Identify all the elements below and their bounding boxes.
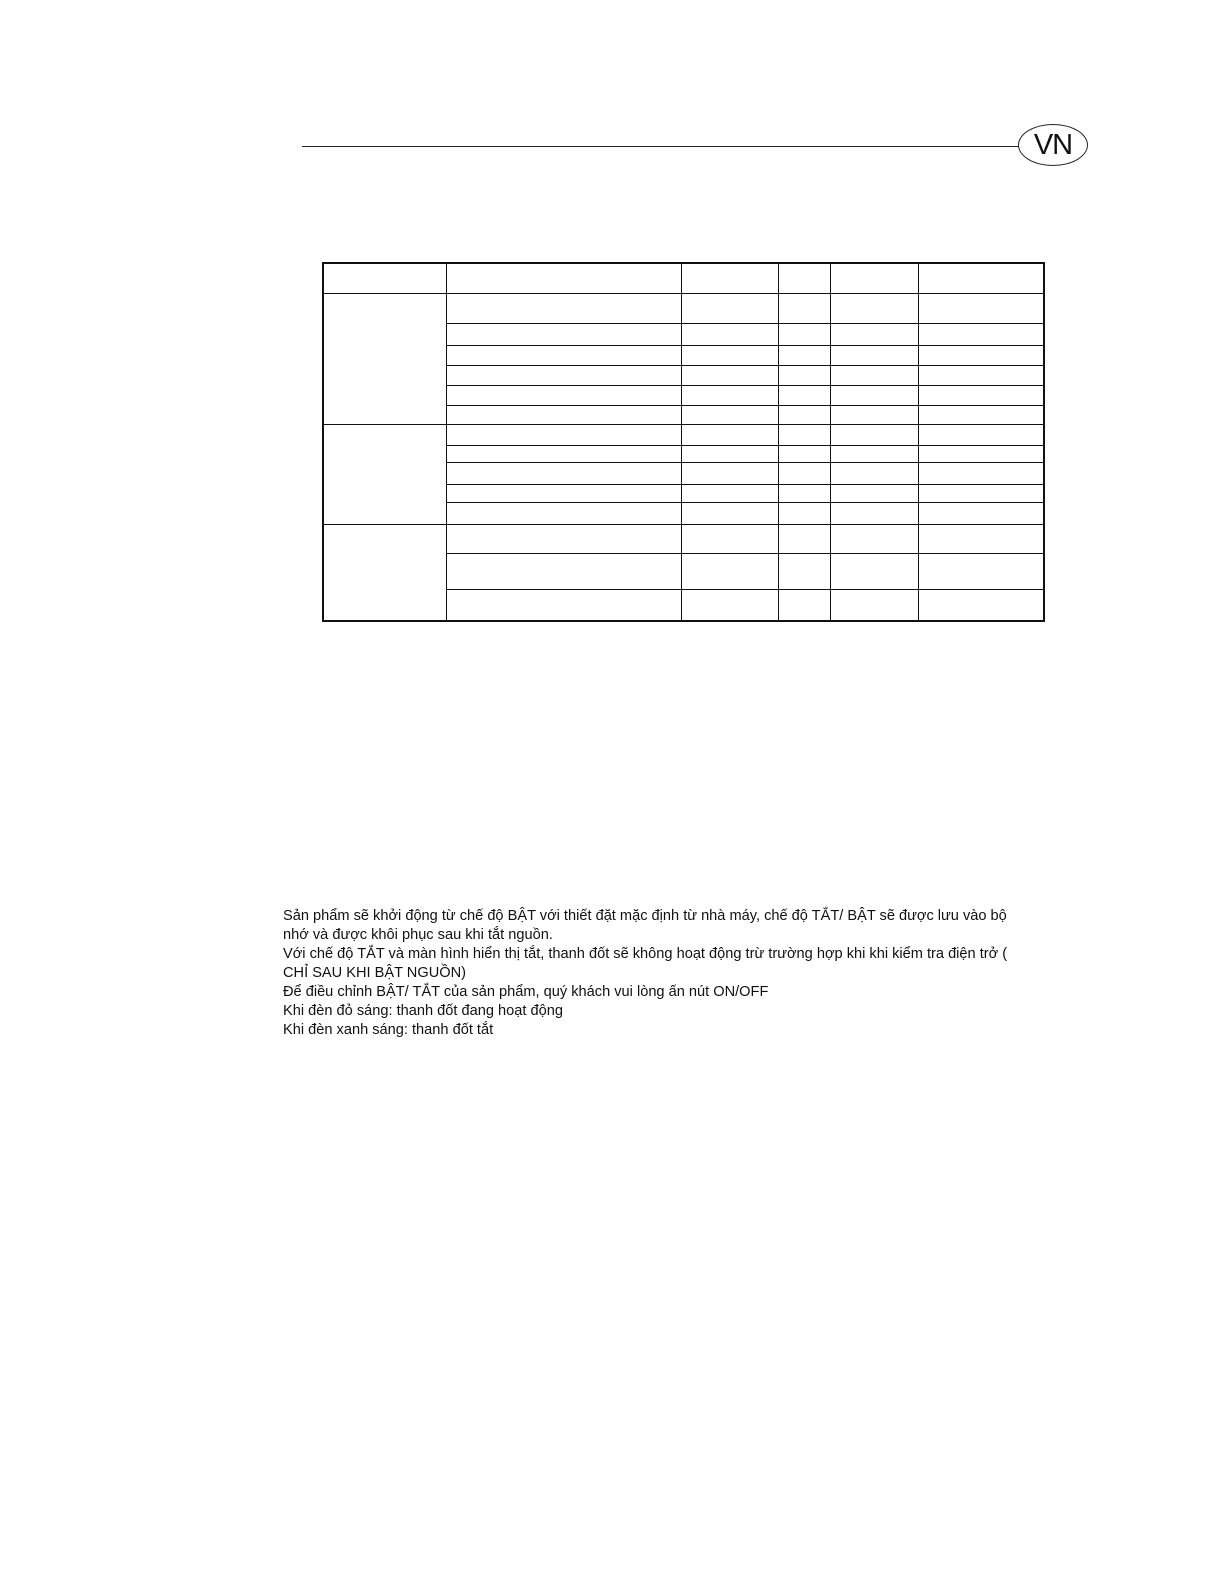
- table-cell: [778, 365, 830, 385]
- table-cell: [778, 345, 830, 365]
- table-cell: [778, 293, 830, 323]
- table-cell: [446, 462, 681, 484]
- table-cell: [778, 385, 830, 405]
- table-cell: [681, 589, 778, 621]
- table-cell: [830, 589, 918, 621]
- table-cell: [830, 345, 918, 365]
- header-rule: [302, 146, 1019, 147]
- table-cell: [830, 293, 918, 323]
- table-cell: [918, 502, 1044, 524]
- table-cell: [918, 323, 1044, 345]
- table-cell: [830, 424, 918, 445]
- table-cell: [830, 462, 918, 484]
- note-paragraph: Để điều chỉnh BẬT/ TẮT của sản phẩm, quý khách vui lòng ấn nút ON/OFF: [283, 984, 769, 1000]
- table-cell: [918, 484, 1044, 502]
- table-cell: [446, 405, 681, 424]
- table-cell: [918, 462, 1044, 484]
- table-cell: [830, 385, 918, 405]
- note-paragraph: Khi đèn xanh sáng: thanh đốt tắt: [283, 1022, 494, 1038]
- table-cell: [918, 445, 1044, 462]
- table-cell: [446, 502, 681, 524]
- table-cell: [918, 365, 1044, 385]
- table-cell: [681, 553, 778, 589]
- table-cell: [830, 502, 918, 524]
- table-cell: [681, 445, 778, 462]
- table-cell: [830, 405, 918, 424]
- table-cell: [446, 293, 681, 323]
- table-cell: [681, 424, 778, 445]
- table-cell: [918, 263, 1044, 293]
- specification-table: [322, 262, 1045, 622]
- table-cell: [681, 323, 778, 345]
- table-cell: [778, 524, 830, 553]
- table-cell: [778, 445, 830, 462]
- table-cell: [446, 445, 681, 462]
- table-cell: [446, 553, 681, 589]
- table-cell: [681, 462, 778, 484]
- table-cell: [681, 484, 778, 502]
- table-cell: [681, 365, 778, 385]
- table-cell: [681, 385, 778, 405]
- table-cell: [778, 405, 830, 424]
- table-row: [323, 524, 1044, 553]
- table-cell: [830, 323, 918, 345]
- table-cell: [918, 524, 1044, 553]
- table-cell: [830, 263, 918, 293]
- table-row: [323, 424, 1044, 445]
- group-cell: [323, 524, 446, 621]
- note-paragraph: Với chế độ TẮT và màn hình hiển thị tắt, thanh đốt sẽ không hoạt động trừ trường hợp khi khi kiểm tra điện trở ( CHỈ SAU KHI BẬT NGUỒN): [283, 946, 1008, 981]
- table-cell: [446, 323, 681, 345]
- operating-notes: [283, 907, 1013, 1040]
- group-cell: [323, 424, 446, 524]
- group-cell: [323, 293, 446, 424]
- table-cell: [778, 484, 830, 502]
- table-cell: [446, 385, 681, 405]
- table-cell: [918, 424, 1044, 445]
- table-row: [323, 293, 1044, 323]
- table-cell: [778, 462, 830, 484]
- table-cell: [446, 484, 681, 502]
- table-cell: [778, 424, 830, 445]
- table-cell: [918, 405, 1044, 424]
- table-cell: [778, 502, 830, 524]
- table-cell: [778, 263, 830, 293]
- table-cell: [446, 589, 681, 621]
- table-cell: [830, 553, 918, 589]
- table-cell: [918, 553, 1044, 589]
- table-cell: [446, 524, 681, 553]
- note-paragraph: Khi đèn đỏ sáng: thanh đốt đang hoạt động: [283, 1003, 563, 1019]
- table-cell: [830, 484, 918, 502]
- table-cell: [918, 293, 1044, 323]
- table-cell: [778, 323, 830, 345]
- table-header-row: [323, 263, 1044, 293]
- table-cell: [446, 345, 681, 365]
- table-cell: [830, 445, 918, 462]
- table-cell: [918, 589, 1044, 621]
- table-cell: [681, 263, 778, 293]
- table-cell: [830, 524, 918, 553]
- table-cell: [830, 365, 918, 385]
- table-cell: [681, 502, 778, 524]
- table-cell: [778, 553, 830, 589]
- table-cell: [446, 424, 681, 445]
- table-cell: [918, 345, 1044, 365]
- table-cell: [681, 524, 778, 553]
- language-badge: VN: [1018, 124, 1088, 166]
- note-paragraph: Sản phẩm sẽ khởi động từ chế độ BẬT với thiết đặt mặc định từ nhà máy, chế độ TẮT/ BẬT sẽ được lưu vào bộ nhớ và được khôi phục sau khi tắt nguồn.: [283, 908, 1007, 943]
- table-cell: [323, 263, 446, 293]
- table-cell: [681, 405, 778, 424]
- table-cell: [446, 365, 681, 385]
- table-cell: [681, 293, 778, 323]
- table-cell: [681, 345, 778, 365]
- table-cell: [778, 589, 830, 621]
- table-cell: [446, 263, 681, 293]
- table-cell: [918, 385, 1044, 405]
